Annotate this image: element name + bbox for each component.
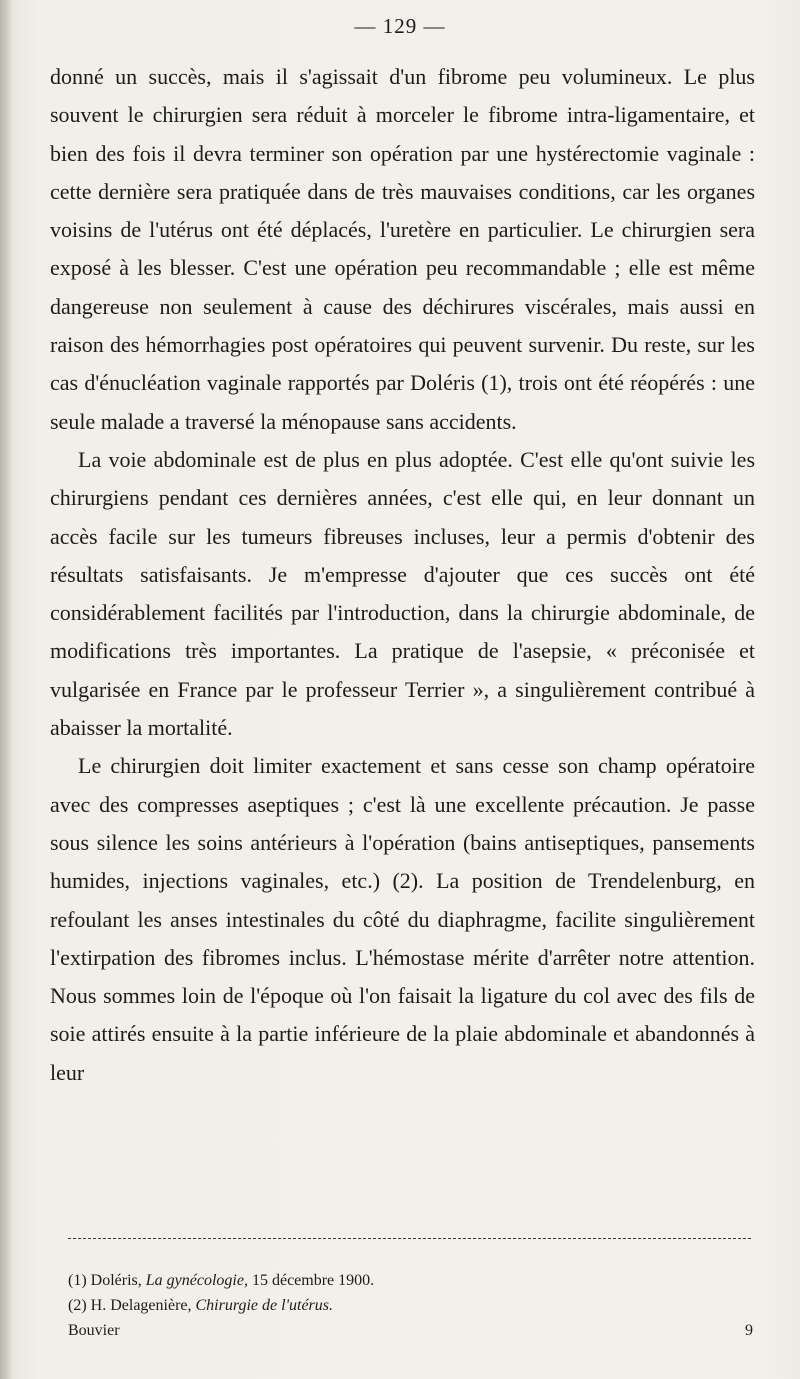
footnote-1-date: 15 décembre 1900. xyxy=(251,1272,375,1289)
page-number: — 129 — xyxy=(354,14,446,38)
footnote-1-marker: (1) xyxy=(68,1272,87,1289)
signature-number: 9 xyxy=(745,1322,753,1339)
footnote-2-title: Chirurgie de l'utérus. xyxy=(195,1297,333,1314)
footnote-2 xyxy=(68,1293,753,1318)
signature-line xyxy=(68,1318,753,1343)
main-text xyxy=(50,58,755,1092)
footnote-1 xyxy=(68,1268,753,1293)
binding-shadow xyxy=(0,0,12,1379)
footnotes xyxy=(68,1268,753,1343)
footnote-1-title: La gynécologie, xyxy=(145,1272,248,1289)
paragraph-1: donné un succès, mais il s'agissait d'un fibrome peu volumineux. Le plus souvent le chirurgien sera réduit à morceler le fibrome intra-ligamentaire, et bien des fois il devra terminer son opération par une hystérectomie vaginale : cette dernière sera pratiquée dans de très mauvaises conditions, car les organes voisins de l'utérus ont été déplacés, l'uretère en particulier. Le chirurgien sera exposé à les blesser. C'est une opération peu recommandable ; elle est même dangereuse non seulement à cause des déchirures viscérales, mais aussi en raison des hémorrhagies post opératoires qui peuvent survenir. Du reste, sur les cas d'énucléation vaginale rapportés par Doléris (1), trois ont été réopérés : une seule malade a traversé la ménopause sans accidents. xyxy=(50,64,755,434)
footnote-separator xyxy=(68,1238,751,1239)
footnote-2-marker: (2) xyxy=(68,1297,87,1314)
footnote-2-author: H. Delagenière, xyxy=(90,1297,192,1314)
signature: Bouvier xyxy=(68,1322,120,1339)
paragraph-2: La voie abdominale est de plus en plus adoptée. C'est elle qu'ont suivie les chirurgiens pendant ces dernières années, c'est elle qui, en leur donnant un accès facile sur les tumeurs fibreuses incluses, leur a permis d'obtenir des résultats satisfaisants. Je m'empresse d'ajouter que ces succès ont été considérablement facilités par l'introduction, dans la chirurgie abdominale, de modifications très importantes. La pratique de l'asepsie, « préconisée et vulgarisée en France par le professeur Terrier », a singulièrement contribué à abaisser la mortalité. xyxy=(50,446,755,741)
paragraph-3: Le chirurgien doit limiter exactement et sans cesse son champ opératoire avec des compresses aseptiques ; c'est là une excellente précaution. Je passe sous silence les soins antérieurs à l'opération (bains antiseptiques, pansements humides, injections vaginales, etc.) (2). La position de Trendelenburg, en refoulant les anses intestinales du côté du diaphragme, facilite singulièrement l'extirpation des fibromes inclus. L'hémostase mérite d'arrêter notre attention. Nous sommes loin de l'époque où l'on faisait la ligature du col avec des fils de soie attirés ensuite à la partie inférieure de la plaie abdominale et abandonnés à leur xyxy=(50,753,755,1085)
footnote-1-author: Doléris, xyxy=(90,1272,142,1289)
